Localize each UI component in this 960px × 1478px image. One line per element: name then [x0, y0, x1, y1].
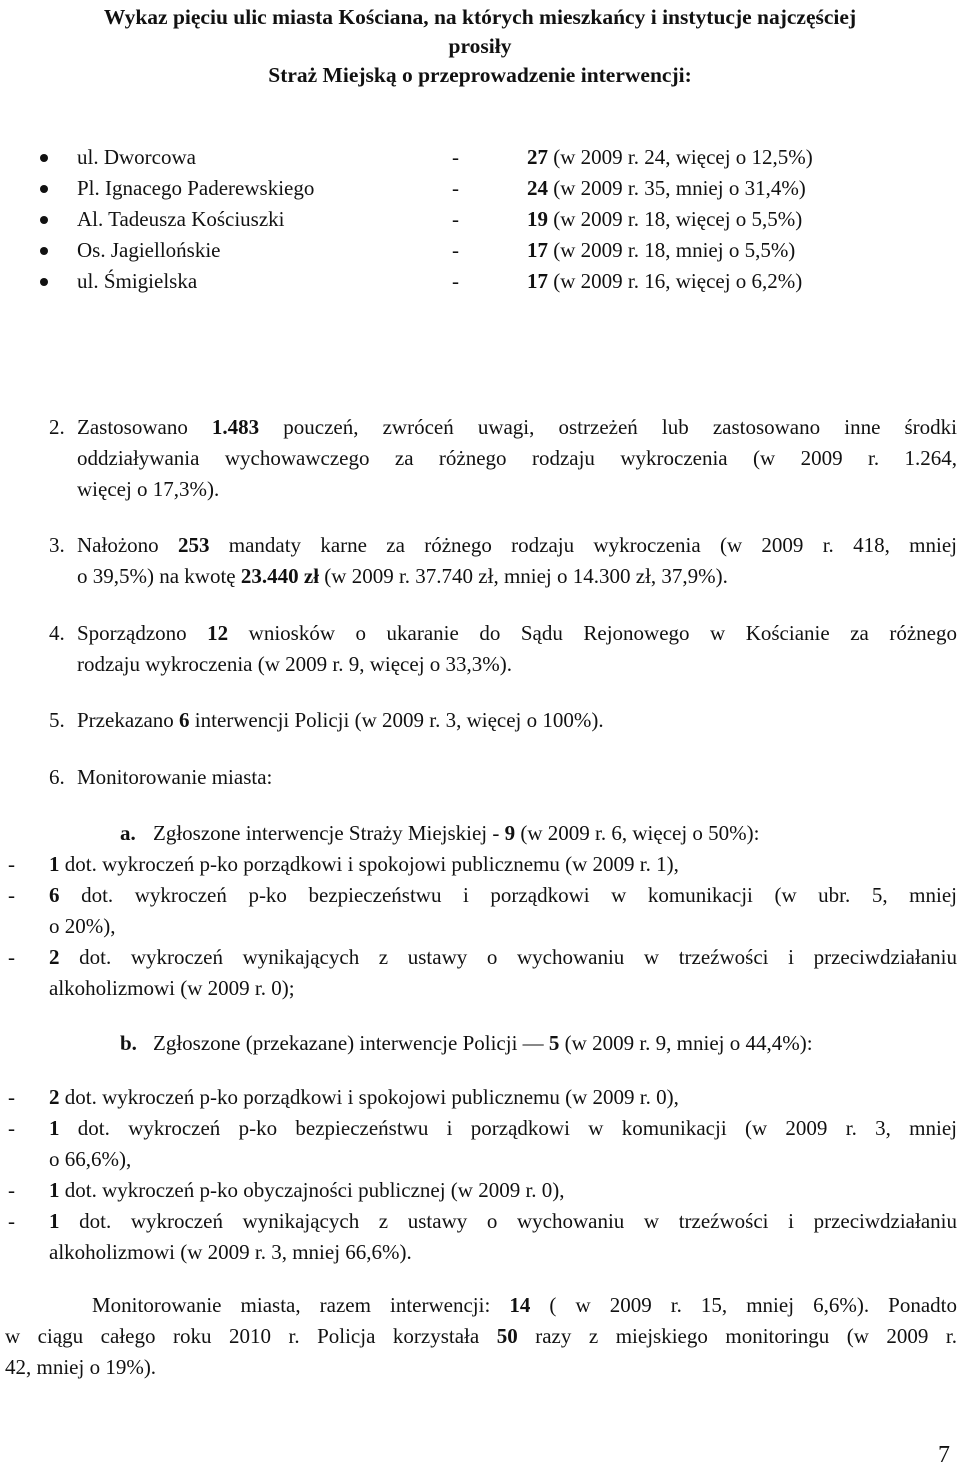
dash-marker: - — [8, 852, 15, 876]
item-3-line-2 — [77, 561, 728, 592]
street-count: 24 — [527, 176, 548, 200]
street-comparison: (w 2009 r. 24, więcej o 12,5%) — [548, 145, 813, 169]
street-name: Pl. Ignacego Paderewskiego — [77, 176, 315, 200]
title-line-2: prosiły — [448, 34, 512, 58]
entry-line-1 — [49, 1082, 679, 1113]
street-dash: - — [452, 207, 459, 231]
item-4-count: 12 — [207, 621, 229, 645]
entry-count: 6 — [49, 883, 60, 907]
entry-text: dot. wykroczeń p-ko bezpieczeństwu i porządkowi w komunikacji (w 2009 r. 3, mniej — [59, 1116, 957, 1140]
bullet-icon — [40, 185, 48, 193]
bullet-icon — [40, 154, 48, 162]
street-stats — [527, 204, 802, 235]
item-2-text: Zastosowano — [77, 415, 212, 439]
sub-b-heading — [153, 1028, 813, 1059]
dash-marker: - — [8, 945, 15, 969]
street-name: ul. Śmigielska — [77, 269, 198, 293]
entry-line-1 — [49, 880, 957, 911]
item-2-text: pouczeń, zwróceń uwagi, ostrzeżeń lub zastosowano inne środki — [259, 415, 957, 439]
summary-text: w ciągu całego roku 2010 r. Policja korzystała — [5, 1324, 497, 1348]
item-2-count: 1.483 — [211, 415, 260, 439]
sub-b-count: 5 — [548, 1031, 560, 1055]
entry-text: dot. wykroczeń p-ko porządkowi i spokojowi publicznemu (w 2009 r. 0), — [59, 1085, 679, 1109]
item-6-text: Monitorowanie miasta: — [77, 765, 273, 789]
sub-a-count: 9 — [504, 821, 516, 845]
bullet-icon — [40, 216, 48, 224]
item-4-line-1 — [77, 618, 957, 649]
item-number: 4. — [49, 621, 65, 645]
item-2-line-1 — [77, 412, 957, 443]
item-3-text: o 39,5%) na kwotę — [77, 564, 241, 588]
street-comparison: (w 2009 r. 35, mniej o 31,4%) — [548, 176, 806, 200]
item-3-count: 253 — [177, 533, 210, 557]
entry-line-1 — [49, 942, 957, 973]
item-4-line-2: rodzaju wykroczenia (w 2009 r. 9, więcej o 33,3%). — [77, 652, 513, 676]
street-count: 27 — [527, 145, 548, 169]
entry-text: dot. wykroczeń wynikających z ustawy o wychowaniu w trzeźwości i przeciwdziałaniu — [59, 945, 957, 969]
dash-marker: - — [8, 1178, 15, 1202]
street-stats — [527, 235, 795, 266]
entry-count: 1 — [49, 1178, 60, 1202]
entry-count: 2 — [49, 1085, 60, 1109]
dash-marker: - — [8, 1209, 15, 1233]
entry-line-1 — [49, 1206, 957, 1237]
entry-line-2: o 66,6%), — [49, 1147, 132, 1171]
entry-text: dot. wykroczeń p-ko porządkowi i spokojowi publicznemu (w 2009 r. 1), — [59, 852, 679, 876]
street-dash: - — [452, 269, 459, 293]
entry-count: 1 — [49, 1116, 60, 1140]
street-stats — [527, 266, 802, 297]
entry-line-1 — [49, 1175, 565, 1206]
entry-line-2: alkoholizmowi (w 2009 r. 0); — [49, 976, 295, 1000]
bullet-icon — [40, 247, 48, 255]
summary-line-2 — [5, 1321, 957, 1352]
sub-a-text: Zgłoszone interwencje Straży Miejskiej - — [153, 821, 505, 845]
entry-text: dot. wykroczeń p-ko obyczajności publicznej (w 2009 r. 0), — [59, 1178, 565, 1202]
street-stats — [527, 142, 813, 173]
entry-count: 1 — [49, 852, 60, 876]
street-dash: - — [452, 145, 459, 169]
entry-line-1 — [49, 1113, 957, 1144]
street-comparison: (w 2009 r. 16, więcej o 6,2%) — [548, 269, 803, 293]
entry-line-2: o 20%), — [49, 914, 116, 938]
sub-b-text: Zgłoszone (przekazane) interwencje Policji — [153, 1031, 523, 1055]
street-dash: - — [452, 238, 459, 262]
item-number: 6. — [49, 765, 65, 789]
street-count: 19 — [527, 207, 548, 231]
page-number: 7 — [938, 1442, 950, 1468]
sub-letter: a. — [120, 821, 136, 845]
street-comparison: (w 2009 r. 18, więcej o 5,5%) — [548, 207, 803, 231]
item-4-text: wniosków o ukaranie do Sądu Rejonowego w Kościanie za różnego — [228, 621, 957, 645]
dash-marker: - — [8, 1116, 15, 1140]
item-3-text: mandaty karne za różnego rodzaju wykroczenia (w 2009 r. 418, mniej — [209, 533, 957, 557]
summary-line-1 — [92, 1290, 957, 1321]
street-dash: - — [452, 176, 459, 200]
sub-a-text: (w 2009 r. 6, więcej o 50%): — [515, 821, 760, 845]
item-5-line — [77, 705, 604, 736]
sub-b-text: (w 2009 r. 9, mniej o 44,4%): — [559, 1031, 813, 1055]
street-count: 17 — [527, 269, 548, 293]
item-3-line-1 — [77, 530, 957, 561]
sub-a-heading — [153, 818, 760, 849]
dash-marker: - — [8, 883, 15, 907]
dash-marker: - — [8, 1085, 15, 1109]
item-5-text: Przekazano — [77, 708, 180, 732]
street-count: 17 — [527, 238, 548, 262]
entry-count: 2 — [49, 945, 60, 969]
street-stats — [527, 173, 806, 204]
bullet-icon — [40, 278, 48, 286]
entry-count: 1 — [49, 1209, 60, 1233]
entry-line-1 — [49, 849, 679, 880]
summary-count: 14 — [509, 1293, 531, 1317]
item-3-text: Nałożono — [77, 533, 178, 557]
item-5-count: 6 — [179, 708, 190, 732]
item-number: 5. — [49, 708, 65, 732]
item-3-text: (w 2009 r. 37.740 zł, mniej o 14.300 zł, 37,9%). — [319, 564, 728, 588]
summary-text: ( w 2009 r. 15, mniej 6,6%). Ponadto — [530, 1293, 957, 1317]
item-2-line-3: więcej o 17,3%). — [77, 477, 220, 501]
street-name: Al. Tadeusza Kościuszki — [77, 207, 285, 231]
sub-letter: b. — [120, 1031, 137, 1055]
summary-count: 50 — [496, 1324, 518, 1348]
summary-text: Monitorowanie miasta, razem interwencji: — [92, 1293, 510, 1317]
street-name: ul. Dworcowa — [77, 145, 196, 169]
summary-text: razy z miejskiego monitoringu (w 2009 r. — [517, 1324, 957, 1348]
entry-text: dot. wykroczeń wynikających z ustawy o wychowaniu w trzeźwości i przeciwdziałaniu — [59, 1209, 957, 1233]
item-3-amount: 23.440 zł — [240, 564, 320, 588]
summary-line-3: 42, mniej o 19%). — [5, 1355, 157, 1379]
item-2-line-2: oddziaływania wychowawczego za różnego rodzaju wykroczenia (w 2009 r. 1.264, — [77, 446, 957, 470]
item-4-text: Sporządzono — [77, 621, 208, 645]
item-number: 3. — [49, 533, 65, 557]
title-line-1: Wykaz pięciu ulic miasta Kościana, na których mieszkańcy i instytucje najczęściej — [103, 5, 857, 29]
entry-text: dot. wykroczeń p-ko bezpieczeństwu i porządkowi w komunikacji (w ubr. 5, mniej — [59, 883, 957, 907]
title-line-3: Straż Miejską o przeprowadzenie interwencji: — [268, 63, 692, 87]
sub-b-dash: — — [522, 1031, 544, 1055]
item-5-text: interwencji Policji (w 2009 r. 3, więcej o 100%). — [189, 708, 604, 732]
item-number: 2. — [49, 415, 65, 439]
entry-line-2: alkoholizmowi (w 2009 r. 3, mniej 66,6%). — [49, 1240, 412, 1264]
street-name: Os. Jagiellońskie — [77, 238, 221, 262]
street-comparison: (w 2009 r. 18, mniej o 5,5%) — [548, 238, 796, 262]
